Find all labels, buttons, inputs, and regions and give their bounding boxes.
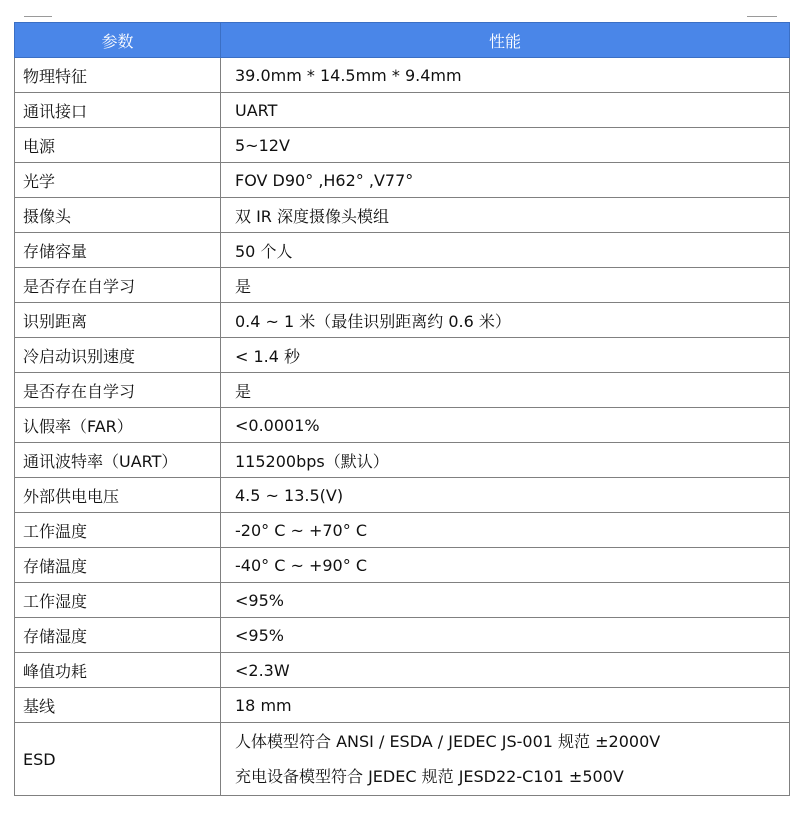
- esd-param: ESD: [15, 723, 221, 796]
- value-cell: 50 个人: [221, 233, 790, 268]
- table-row: [15, 268, 790, 303]
- value-cell: <0.0001%: [221, 408, 790, 443]
- param-cell: 存储湿度: [15, 618, 221, 653]
- param-cell: 认假率（FAR）: [15, 408, 221, 443]
- table-row: [15, 443, 790, 478]
- table-row: [15, 128, 790, 163]
- value-cell: -20° C ~ +70° C: [221, 513, 790, 548]
- esd-value: [221, 723, 790, 796]
- table-row: [15, 93, 790, 128]
- table-row: [15, 653, 790, 688]
- param-cell: 识别距离: [15, 303, 221, 338]
- param-cell: 是否存在自学习: [15, 268, 221, 303]
- value-cell: <95%: [221, 618, 790, 653]
- corner-mark-left: [24, 16, 52, 17]
- value-cell: 18 mm: [221, 688, 790, 723]
- value-cell: 是: [221, 268, 790, 303]
- header-performance: 性能: [221, 23, 790, 58]
- table-row: [15, 548, 790, 583]
- table-row: [15, 583, 790, 618]
- param-cell: 通讯波特率（UART）: [15, 443, 221, 478]
- param-cell: 工作湿度: [15, 583, 221, 618]
- spec-table-body: [15, 58, 790, 796]
- value-cell: 双 IR 深度摄像头模组: [221, 198, 790, 233]
- table-row-esd: [15, 723, 790, 796]
- param-cell: 光学: [15, 163, 221, 198]
- param-cell: 峰值功耗: [15, 653, 221, 688]
- table-row: [15, 478, 790, 513]
- param-cell: 摄像头: [15, 198, 221, 233]
- value-cell: UART: [221, 93, 790, 128]
- table-row: [15, 163, 790, 198]
- value-cell: 39.0mm * 14.5mm * 9.4mm: [221, 58, 790, 93]
- table-row: [15, 233, 790, 268]
- param-cell: 是否存在自学习: [15, 373, 221, 408]
- table-row: [15, 513, 790, 548]
- table-row: [15, 373, 790, 408]
- param-cell: 基线: [15, 688, 221, 723]
- value-cell: 115200bps（默认）: [221, 443, 790, 478]
- table-row: [15, 408, 790, 443]
- param-cell: 通讯接口: [15, 93, 221, 128]
- param-cell: 存储温度: [15, 548, 221, 583]
- value-cell: FOV D90° ,H62° ,V77°: [221, 163, 790, 198]
- value-cell: <2.3W: [221, 653, 790, 688]
- param-cell: 外部供电电压: [15, 478, 221, 513]
- esd-line-human-body: 人体模型符合 ANSI / ESDA / JEDEC JS-001 规范 ±2000V: [235, 732, 661, 751]
- table-row: [15, 688, 790, 723]
- table-header-row: [15, 23, 790, 58]
- esd-line-charged-device: 充电设备模型符合 JEDEC 规范 JESD22-C101 ±500V: [235, 767, 624, 786]
- value-cell: 5~12V: [221, 128, 790, 163]
- table-row: [15, 58, 790, 93]
- param-cell: 冷启动识别速度: [15, 338, 221, 373]
- table-row: [15, 303, 790, 338]
- table-row: [15, 198, 790, 233]
- table-row: [15, 338, 790, 373]
- value-cell: < 1.4 秒: [221, 338, 790, 373]
- corner-mark-right: [747, 16, 777, 17]
- param-cell: 工作温度: [15, 513, 221, 548]
- value-cell: 4.5 ~ 13.5(V): [221, 478, 790, 513]
- param-cell: 电源: [15, 128, 221, 163]
- value-cell: -40° C ~ +90° C: [221, 548, 790, 583]
- value-cell: 是: [221, 373, 790, 408]
- value-cell: <95%: [221, 583, 790, 618]
- param-cell: 物理特征: [15, 58, 221, 93]
- spec-table: [14, 22, 790, 796]
- table-row: [15, 618, 790, 653]
- value-cell: 0.4 ~ 1 米（最佳识别距离约 0.6 米）: [221, 303, 790, 338]
- param-cell: 存储容量: [15, 233, 221, 268]
- header-param: 参数: [15, 23, 221, 58]
